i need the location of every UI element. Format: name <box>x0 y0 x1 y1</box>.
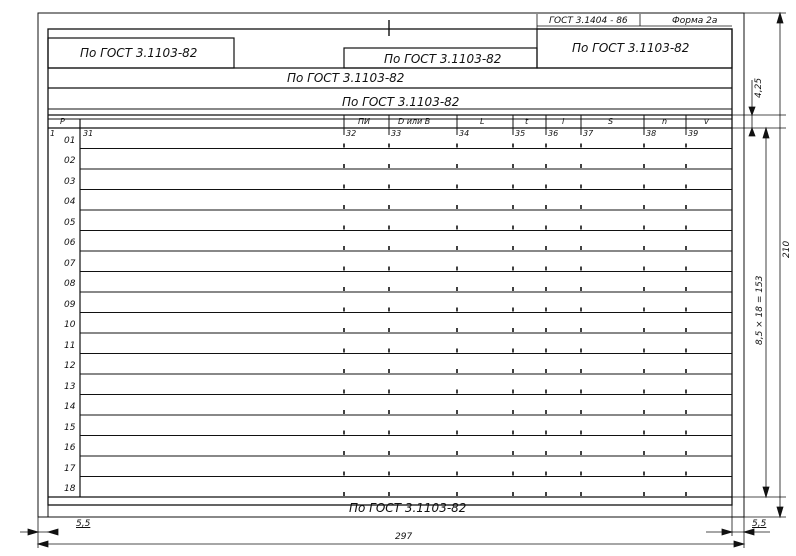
gost-ref-left-box: По ГОСТ 3.1103-82 <box>80 46 198 60</box>
col-header-t: t <box>525 117 529 126</box>
dim-width: 297 <box>395 532 413 542</box>
row-number: 17 <box>64 463 76 474</box>
row-number: 12 <box>64 361 76 371</box>
row-number: 10 <box>64 320 76 330</box>
col-number: 36 <box>548 129 559 138</box>
col-header-i: i <box>562 117 565 126</box>
dim-left-margin: 5,5 <box>76 519 91 529</box>
col-header-p: Р <box>60 117 65 126</box>
col-number: 32 <box>346 129 357 138</box>
row-number: 14 <box>64 402 76 412</box>
row-number: 06 <box>64 238 76 248</box>
col-header-d-or-b: D или В <box>398 117 431 126</box>
col-number: 38 <box>646 129 657 138</box>
row-number: 11 <box>64 340 76 351</box>
row-number: 08 <box>64 279 76 289</box>
row-number: 15 <box>64 422 76 433</box>
col-header-l: L <box>480 117 485 126</box>
col-number: 35 <box>515 129 526 138</box>
dim-top-band: 4,25 <box>754 77 764 98</box>
col-header-s: S <box>608 117 614 126</box>
form-number: Форма 2а <box>672 16 718 26</box>
col-number: 33 <box>391 129 402 138</box>
col-number: 39 <box>688 129 699 138</box>
col-number: 37 <box>583 129 594 138</box>
gost-ref-right-box: По ГОСТ 3.1103-82 <box>572 41 690 55</box>
row-number: 16 <box>64 443 76 453</box>
col-header-v: v <box>704 117 709 126</box>
col-header-pi: ПИ <box>358 117 370 126</box>
dim-rows-height: 8,5 × 18 = 153 <box>755 275 765 345</box>
col-number: 31 <box>83 129 94 138</box>
row-number: 04 <box>64 197 76 207</box>
gost-ref-band-1: По ГОСТ 3.1103-82 <box>287 71 405 85</box>
row-number: 07 <box>64 258 76 269</box>
gost-ref-band-2: По ГОСТ 3.1103-82 <box>342 95 460 109</box>
col-header-n: n <box>662 117 668 126</box>
col-number: 1 <box>50 129 56 138</box>
dim-right-margin: 5,5 <box>752 519 767 529</box>
dim-total-height: 210 <box>782 240 792 258</box>
row-number: 01 <box>64 135 76 146</box>
gost-ref-middle-box: По ГОСТ 3.1103-82 <box>384 52 502 66</box>
row-number: 02 <box>64 156 76 166</box>
gost-ref-bottom: По ГОСТ 3.1103-82 <box>349 501 467 515</box>
standard-number: ГОСТ 3.1404 - 86 <box>549 16 628 26</box>
row-number: 09 <box>64 299 76 310</box>
row-number: 13 <box>64 381 76 392</box>
row-number: 18 <box>64 484 76 494</box>
row-number: 05 <box>64 217 76 228</box>
col-number: 34 <box>459 129 470 138</box>
row-number: 03 <box>64 176 76 187</box>
